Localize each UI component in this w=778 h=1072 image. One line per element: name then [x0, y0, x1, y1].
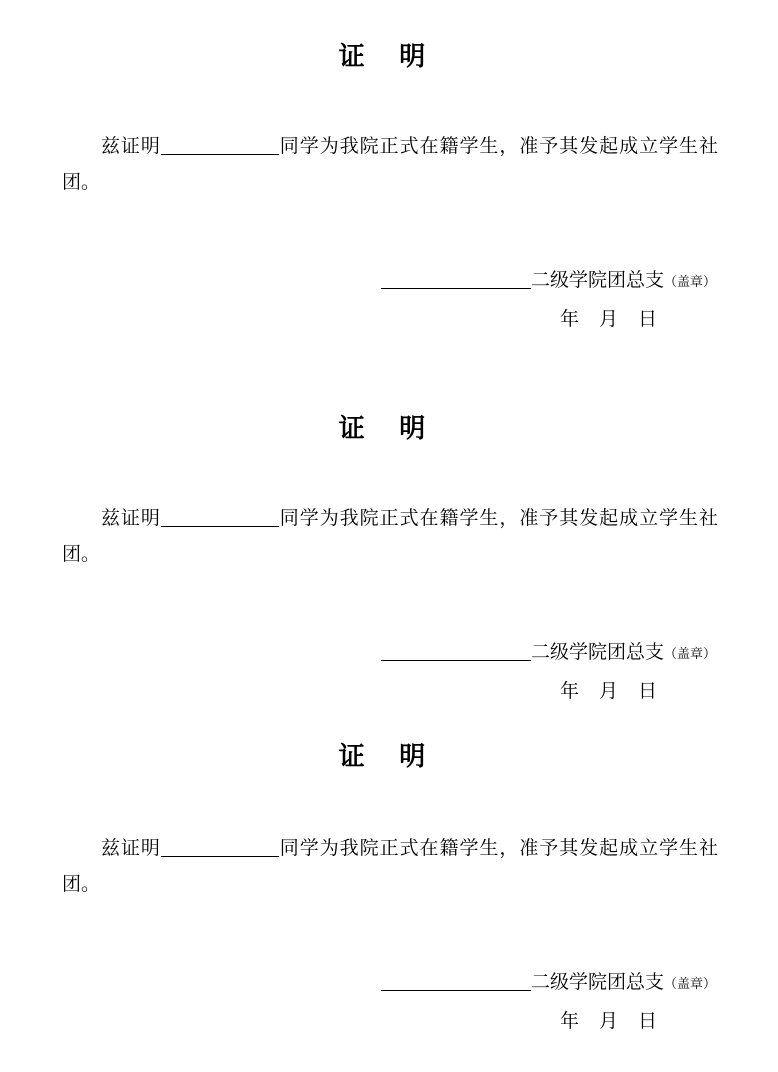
student-name-blank[interactable] [161, 856, 279, 857]
body-suffix-text: 同学为我院正式在籍学生，准予其发起成立学生社团。 [62, 508, 718, 565]
certificate-title: 证 明 [338, 42, 440, 71]
date-day-label: 日 [637, 1011, 659, 1032]
seal-note: （盖章） [663, 976, 716, 991]
date-month-label: 月 [598, 681, 620, 702]
certificate-title: 证 明 [338, 742, 440, 771]
body-suffix-text: 同学为我院正式在籍学生，准予其发起成立学生社团。 [62, 838, 718, 895]
certificate-block [0, 36, 778, 331]
date-row [0, 1006, 778, 1033]
date-month-label: 月 [598, 309, 620, 330]
student-name-blank[interactable] [161, 526, 279, 527]
date-year-label: 年 [559, 1011, 581, 1032]
signature-row [0, 637, 778, 664]
signature-blank[interactable] [381, 288, 531, 289]
date-day-label: 日 [637, 309, 659, 330]
certificate-body [0, 501, 778, 573]
signature-label: 二级学院团总支 [530, 642, 664, 663]
date-row [0, 676, 778, 703]
body-prefix-text: 兹证明 [100, 838, 161, 859]
body-prefix-text: 兹证明 [100, 136, 161, 157]
certificate-block [0, 736, 778, 1033]
date-row [0, 304, 778, 331]
signature-blank[interactable] [381, 660, 531, 661]
seal-note: （盖章） [663, 646, 716, 661]
certificate-title: 证 明 [338, 414, 440, 443]
signature-label: 二级学院团总支 [530, 972, 664, 993]
date-month-label: 月 [598, 1011, 620, 1032]
signature-row [0, 265, 778, 292]
certificate-body [0, 129, 778, 201]
date-day-label: 日 [637, 681, 659, 702]
certificate-block [0, 408, 778, 703]
body-prefix-text: 兹证明 [100, 508, 161, 529]
signature-row [0, 967, 778, 994]
date-year-label: 年 [559, 681, 581, 702]
signature-label: 二级学院团总支 [530, 270, 664, 291]
signature-blank[interactable] [381, 990, 531, 991]
seal-note: （盖章） [663, 274, 716, 289]
date-year-label: 年 [559, 309, 581, 330]
student-name-blank[interactable] [161, 154, 279, 155]
body-suffix-text: 同学为我院正式在籍学生，准予其发起成立学生社团。 [62, 136, 718, 193]
certificate-body [0, 831, 778, 903]
